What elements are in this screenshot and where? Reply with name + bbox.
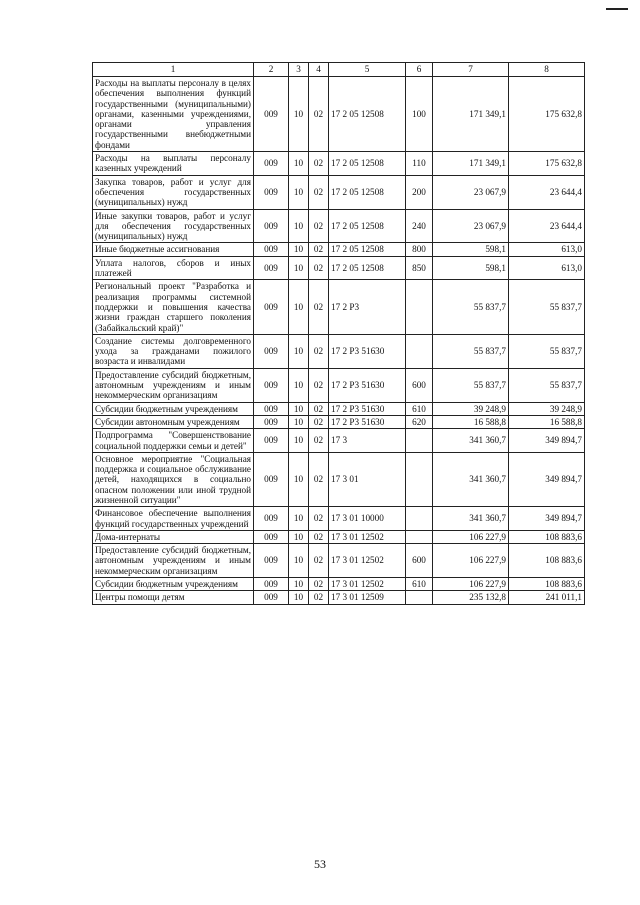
target-article-cell: 17 2 05 12508: [329, 175, 406, 209]
section-code-cell: 10: [289, 256, 309, 280]
ministry-code-cell: 009: [254, 175, 289, 209]
expense-name-cell: Центры помощи детям: [93, 591, 254, 604]
ministry-code-cell: 009: [254, 507, 289, 531]
ministry-code-cell: 009: [254, 578, 289, 591]
amount-year1-cell: 23 067,9: [433, 175, 509, 209]
amount-year1-cell: 16 588,8: [433, 415, 509, 428]
ministry-code-cell: 009: [254, 544, 289, 578]
amount-year1-cell: 341 360,7: [433, 452, 509, 506]
amount-year2-cell: 55 837,7: [509, 280, 585, 334]
target-article-cell: 17 2 P3 51630: [329, 334, 406, 368]
target-article-cell: 17 3 01 12502: [329, 544, 406, 578]
amount-year1-cell: 55 837,7: [433, 280, 509, 334]
table-row: [93, 152, 585, 176]
section-code-cell: 10: [289, 368, 309, 402]
expense-type-cell: [406, 591, 433, 604]
section-code-cell: 10: [289, 578, 309, 591]
subsection-code-cell: 02: [309, 256, 329, 280]
table-row: [93, 402, 585, 415]
table-row: [93, 415, 585, 428]
expense-name-cell: Предоставление субсидий бюджетным, автономным учреждениям и иным некоммерческим организациям: [93, 544, 254, 578]
subsection-code-cell: 02: [309, 591, 329, 604]
target-article-cell: 17 3 01 12502: [329, 530, 406, 543]
expense-type-cell: 620: [406, 415, 433, 428]
expense-name-cell: Финансовое обеспечение выполнения функций государственных учреждений: [93, 507, 254, 531]
header-cell: 7: [433, 63, 509, 77]
table-row: [93, 429, 585, 453]
table-row: [93, 530, 585, 543]
amount-year1-cell: 171 349,1: [433, 152, 509, 176]
expense-type-cell: [406, 280, 433, 334]
expense-type-cell: 240: [406, 209, 433, 243]
page-number: 53: [314, 857, 326, 871]
amount-year2-cell: 108 883,6: [509, 530, 585, 543]
amount-year1-cell: 23 067,9: [433, 209, 509, 243]
target-article-cell: 17 2 05 12508: [329, 77, 406, 152]
expense-type-cell: [406, 429, 433, 453]
amount-year2-cell: 175 632,8: [509, 77, 585, 152]
subsection-code-cell: 02: [309, 175, 329, 209]
expense-name-cell: Закупка товаров, работ и услуг для обеспечения государственных (муниципальных) нужд: [93, 175, 254, 209]
amount-year1-cell: 55 837,7: [433, 334, 509, 368]
table-row: [93, 368, 585, 402]
expense-name-cell: Региональный проект "Разработка и реализация программы системной поддержки и повышения качества жизни граждан старшего поколения (Забайкальский край)": [93, 280, 254, 334]
header-cell: 5: [329, 63, 406, 77]
amount-year1-cell: 106 227,9: [433, 530, 509, 543]
amount-year1-cell: 39 248,9: [433, 402, 509, 415]
amount-year2-cell: 23 644,4: [509, 175, 585, 209]
expense-name-cell: Подпрограмма "Совершенствование социальной поддержки семьи и детей": [93, 429, 254, 453]
expense-name-cell: Расходы на выплаты персоналу казенных учреждений: [93, 152, 254, 176]
expense-type-cell: [406, 507, 433, 531]
subsection-code-cell: 02: [309, 152, 329, 176]
ministry-code-cell: 009: [254, 256, 289, 280]
table-row: [93, 544, 585, 578]
amount-year2-cell: 175 632,8: [509, 152, 585, 176]
ministry-code-cell: 009: [254, 152, 289, 176]
section-code-cell: 10: [289, 415, 309, 428]
section-code-cell: 10: [289, 175, 309, 209]
subsection-code-cell: 02: [309, 243, 329, 256]
subsection-code-cell: 02: [309, 415, 329, 428]
amount-year2-cell: 23 644,4: [509, 209, 585, 243]
section-code-cell: 10: [289, 544, 309, 578]
target-article-cell: 17 3: [329, 429, 406, 453]
expense-type-cell: 610: [406, 402, 433, 415]
section-code-cell: 10: [289, 152, 309, 176]
amount-year1-cell: 106 227,9: [433, 544, 509, 578]
section-code-cell: 10: [289, 209, 309, 243]
budget-table: [92, 62, 585, 605]
table-row: [93, 77, 585, 152]
section-code-cell: 10: [289, 530, 309, 543]
subsection-code-cell: 02: [309, 368, 329, 402]
subsection-code-cell: 02: [309, 530, 329, 543]
amount-year2-cell: 241 011,1: [509, 591, 585, 604]
subsection-code-cell: 02: [309, 429, 329, 453]
target-article-cell: 17 3 01 10000: [329, 507, 406, 531]
table-row: [93, 507, 585, 531]
table-row: [93, 578, 585, 591]
target-article-cell: 17 2 05 12508: [329, 152, 406, 176]
target-article-cell: 17 3 01 12509: [329, 591, 406, 604]
scan-edge-mark: [606, 0, 628, 10]
header-cell: 3: [289, 63, 309, 77]
amount-year1-cell: 235 132,8: [433, 591, 509, 604]
amount-year2-cell: 55 837,7: [509, 368, 585, 402]
section-code-cell: 10: [289, 77, 309, 152]
ministry-code-cell: 009: [254, 429, 289, 453]
expense-type-cell: 600: [406, 544, 433, 578]
expense-name-cell: Уплата налогов, сборов и иных платежей: [93, 256, 254, 280]
header-cell: 6: [406, 63, 433, 77]
expense-name-cell: Субсидии бюджетным учреждениям: [93, 578, 254, 591]
header-cell: 8: [509, 63, 585, 77]
subsection-code-cell: 02: [309, 452, 329, 506]
subsection-code-cell: 02: [309, 402, 329, 415]
expense-type-cell: [406, 530, 433, 543]
target-article-cell: 17 3 01: [329, 452, 406, 506]
subsection-code-cell: 02: [309, 77, 329, 152]
expense-name-cell: Субсидии бюджетным учреждениям: [93, 402, 254, 415]
subsection-code-cell: 02: [309, 507, 329, 531]
table-row: [93, 334, 585, 368]
ministry-code-cell: 009: [254, 243, 289, 256]
table-row: [93, 243, 585, 256]
target-article-cell: 17 3 01 12502: [329, 578, 406, 591]
target-article-cell: 17 2 05 12508: [329, 243, 406, 256]
amount-year1-cell: 598,1: [433, 243, 509, 256]
expense-name-cell: Иные закупки товаров, работ и услуг для обеспечения государственных (муниципальных) нужд: [93, 209, 254, 243]
expense-type-cell: [406, 334, 433, 368]
ministry-code-cell: 009: [254, 415, 289, 428]
section-code-cell: 10: [289, 280, 309, 334]
table-row: [93, 209, 585, 243]
subsection-code-cell: 02: [309, 544, 329, 578]
amount-year1-cell: 341 360,7: [433, 429, 509, 453]
expense-name-cell: Предоставление субсидий бюджетным, автономным учреждениям и иным некоммерческим организациям: [93, 368, 254, 402]
ministry-code-cell: 009: [254, 77, 289, 152]
amount-year1-cell: 598,1: [433, 256, 509, 280]
subsection-code-cell: 02: [309, 578, 329, 591]
header-cell: 4: [309, 63, 329, 77]
expense-name-cell: Расходы на выплаты персоналу в целях обеспечения выполнения функций государственными (муниципальными) органами, казенными учреждениями, органами управления государственными внебюджетными фондами: [93, 77, 254, 152]
table-row: [93, 452, 585, 506]
header-cell: 1: [93, 63, 254, 77]
expense-type-cell: 100: [406, 77, 433, 152]
subsection-code-cell: 02: [309, 334, 329, 368]
amount-year2-cell: 16 588,8: [509, 415, 585, 428]
expense-type-cell: 600: [406, 368, 433, 402]
target-article-cell: 17 2 05 12508: [329, 209, 406, 243]
table-header-row: [93, 63, 585, 77]
expense-type-cell: 200: [406, 175, 433, 209]
expense-type-cell: 110: [406, 152, 433, 176]
expense-type-cell: 800: [406, 243, 433, 256]
amount-year2-cell: 349 894,7: [509, 452, 585, 506]
amount-year2-cell: 108 883,6: [509, 578, 585, 591]
expense-name-cell: Основное мероприятие "Социальная поддержка и социальное обслуживание детей, находящихся в социально опасном положении или иной трудной жизненной ситуации": [93, 452, 254, 506]
section-code-cell: 10: [289, 452, 309, 506]
amount-year2-cell: 39 248,9: [509, 402, 585, 415]
ministry-code-cell: 009: [254, 452, 289, 506]
expense-type-cell: 850: [406, 256, 433, 280]
expense-name-cell: Дома-интернаты: [93, 530, 254, 543]
expense-name-cell: Субсидии автономным учреждениям: [93, 415, 254, 428]
subsection-code-cell: 02: [309, 280, 329, 334]
ministry-code-cell: 009: [254, 591, 289, 604]
ministry-code-cell: 009: [254, 368, 289, 402]
expense-name-cell: Иные бюджетные ассигнования: [93, 243, 254, 256]
ministry-code-cell: 009: [254, 209, 289, 243]
table-row: [93, 591, 585, 604]
expense-type-cell: [406, 452, 433, 506]
amount-year2-cell: 613,0: [509, 256, 585, 280]
amount-year1-cell: 341 360,7: [433, 507, 509, 531]
section-code-cell: 10: [289, 243, 309, 256]
ministry-code-cell: 009: [254, 530, 289, 543]
amount-year2-cell: 108 883,6: [509, 544, 585, 578]
section-code-cell: 10: [289, 429, 309, 453]
header-cell: 2: [254, 63, 289, 77]
expense-type-cell: 610: [406, 578, 433, 591]
target-article-cell: 17 2 P3 51630: [329, 415, 406, 428]
target-article-cell: 17 2 P3: [329, 280, 406, 334]
table-row: [93, 256, 585, 280]
amount-year2-cell: 349 894,7: [509, 429, 585, 453]
ministry-code-cell: 009: [254, 334, 289, 368]
section-code-cell: 10: [289, 507, 309, 531]
amount-year2-cell: 349 894,7: [509, 507, 585, 531]
amount-year2-cell: 55 837,7: [509, 334, 585, 368]
target-article-cell: 17 2 P3 51630: [329, 402, 406, 415]
ministry-code-cell: 009: [254, 280, 289, 334]
amount-year1-cell: 55 837,7: [433, 368, 509, 402]
table-row: [93, 280, 585, 334]
amount-year1-cell: 171 349,1: [433, 77, 509, 152]
ministry-code-cell: 009: [254, 402, 289, 415]
table-row: [93, 175, 585, 209]
target-article-cell: 17 2 P3 51630: [329, 368, 406, 402]
subsection-code-cell: 02: [309, 209, 329, 243]
amount-year1-cell: 106 227,9: [433, 578, 509, 591]
section-code-cell: 10: [289, 402, 309, 415]
section-code-cell: 10: [289, 591, 309, 604]
expense-name-cell: Создание системы долговременного ухода за гражданами пожилого возраста и инвалидами: [93, 334, 254, 368]
section-code-cell: 10: [289, 334, 309, 368]
target-article-cell: 17 2 05 12508: [329, 256, 406, 280]
amount-year2-cell: 613,0: [509, 243, 585, 256]
